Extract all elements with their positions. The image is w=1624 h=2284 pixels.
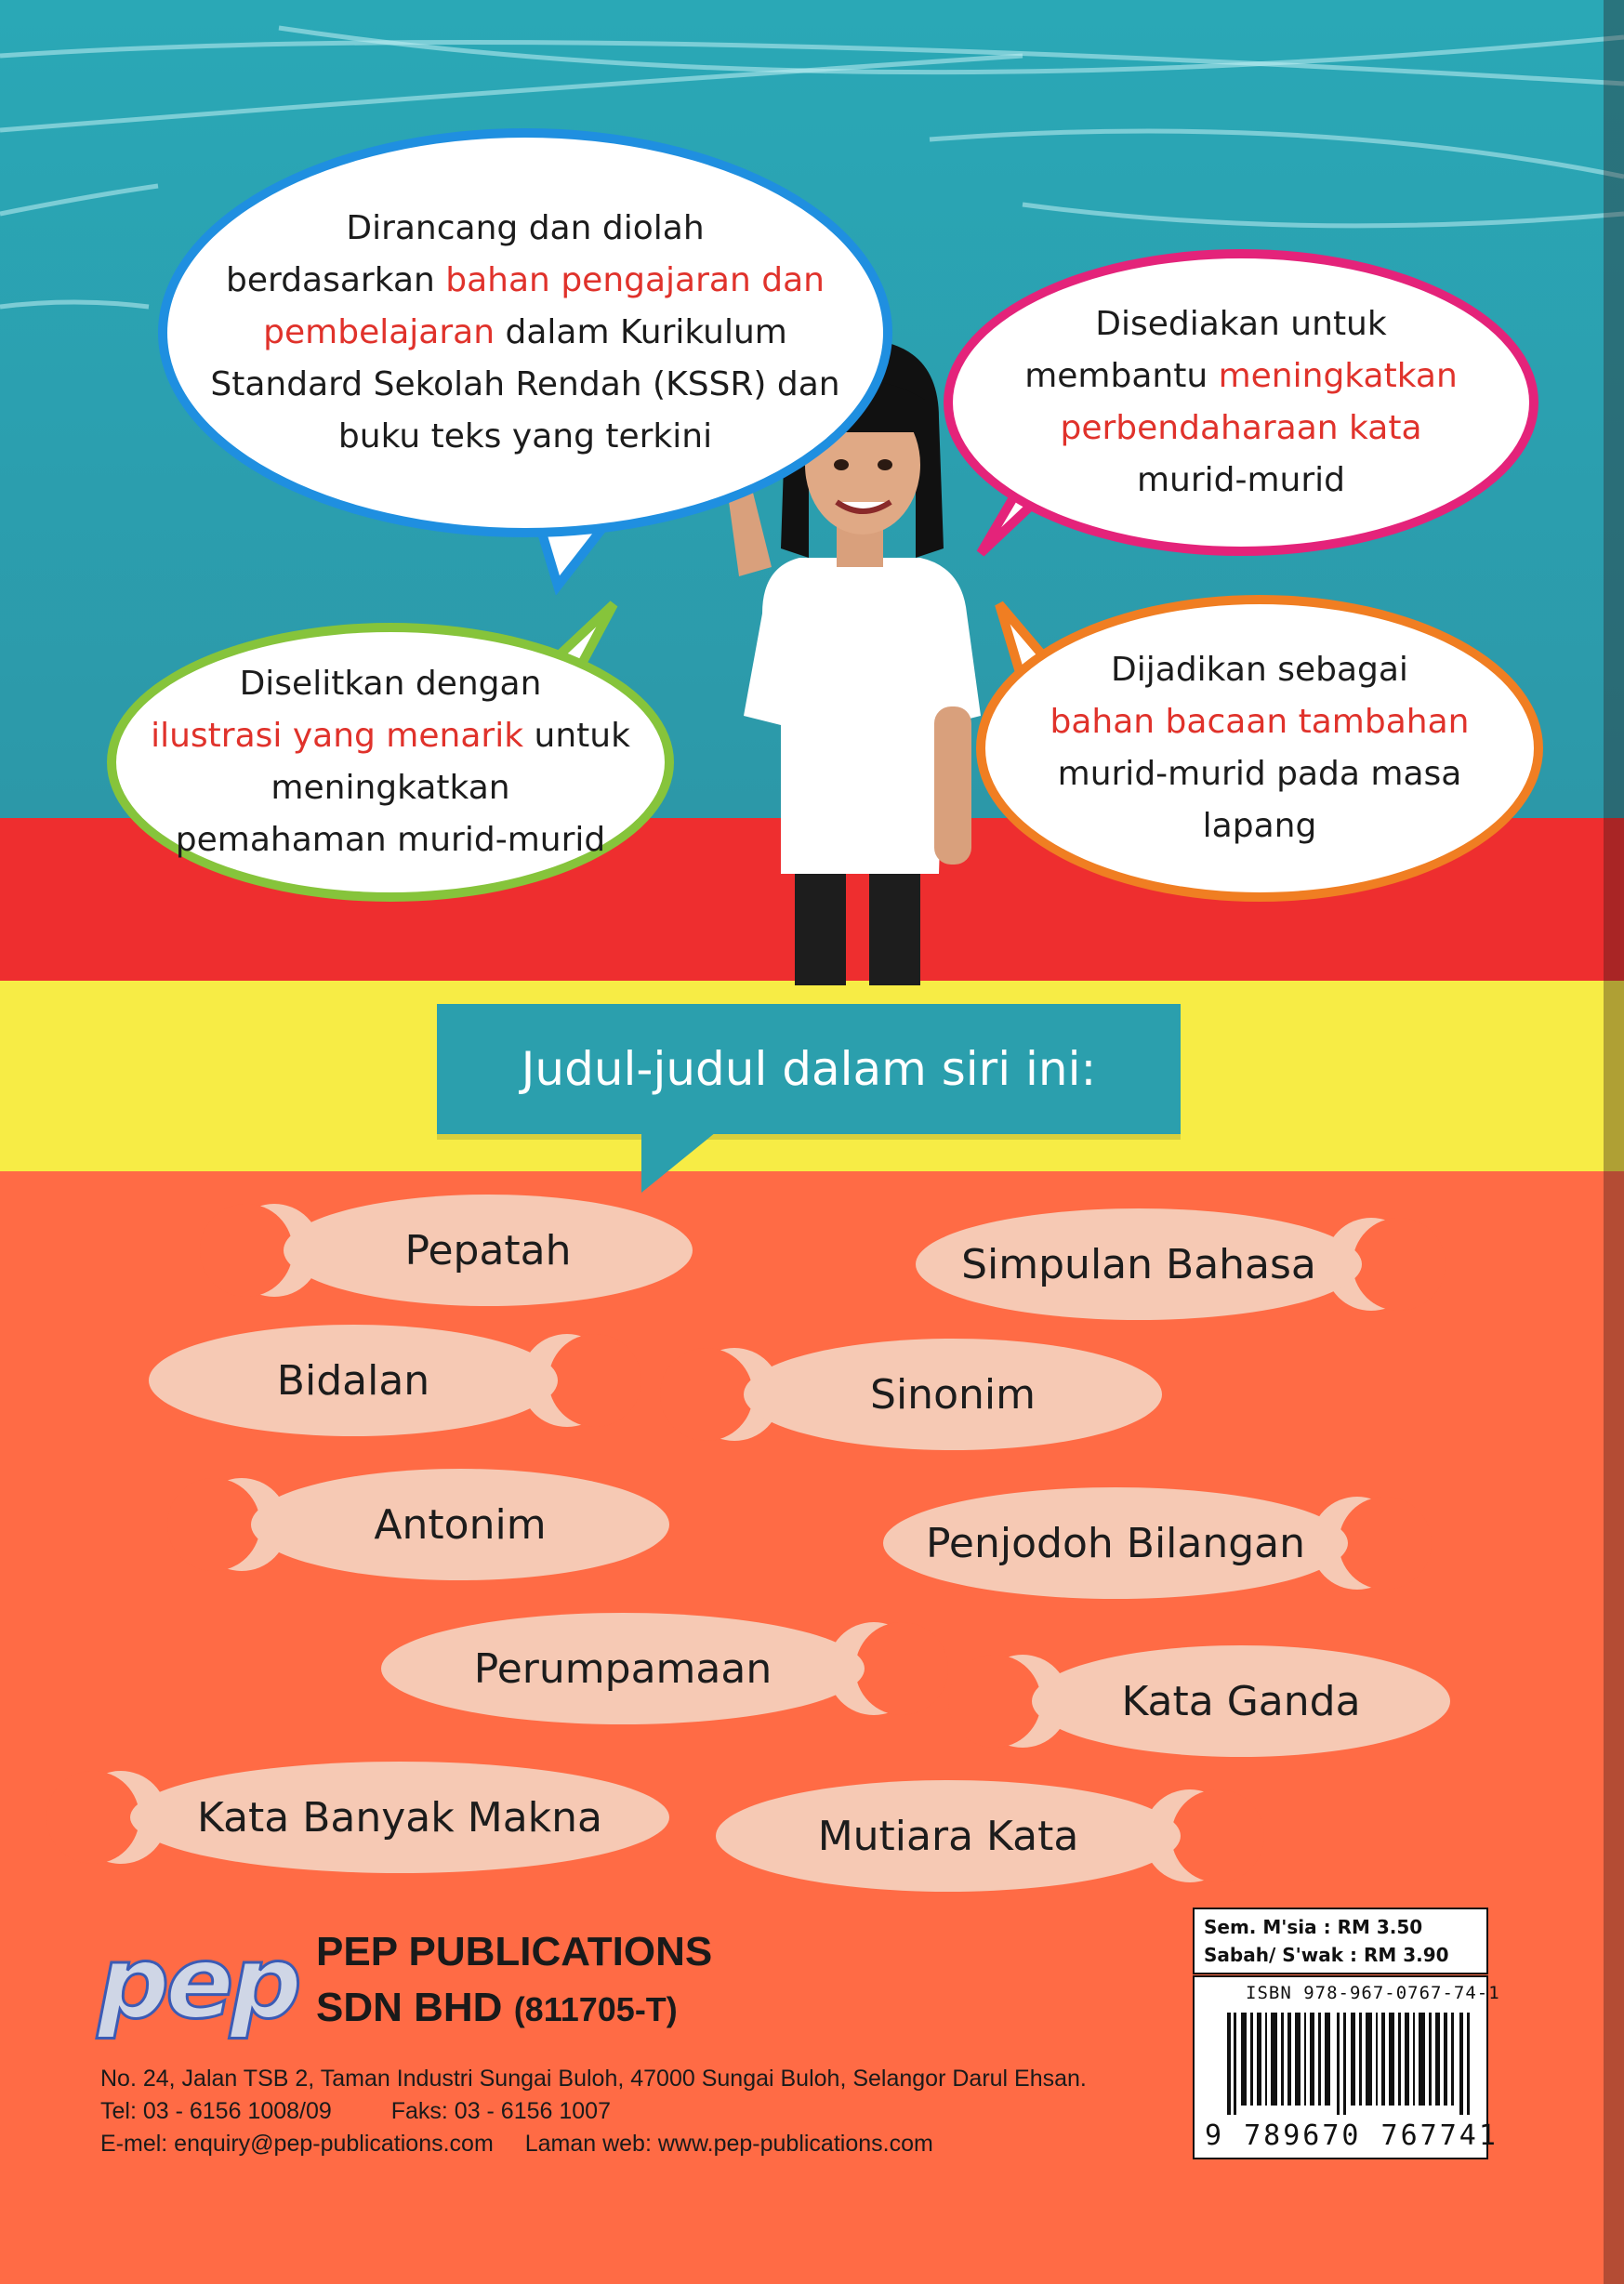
bubble-line: Dirancang dan diolah <box>346 209 705 247</box>
bubble-text: berdasarkan <box>226 261 446 299</box>
price-box <box>1193 1908 1488 1974</box>
publisher-tel: Tel: 03 - 6156 1008/09 <box>100 2098 332 2124</box>
series-heading-banner <box>437 1004 1181 1134</box>
series-title: Perumpamaan <box>473 1644 772 1693</box>
bubble-line: murid-murid <box>1136 461 1346 499</box>
price-sabah-sarawak: Sabah/ S'wak : RM 3.90 <box>1204 1944 1449 1966</box>
feature-bubble-vocabulary <box>944 249 1538 556</box>
fish-title <box>976 1645 1450 1757</box>
fish-title <box>149 1325 614 1436</box>
pep-logo: pep <box>98 1925 298 2041</box>
bubble-line: Standard Sekolah Rendah (KSSR) dan <box>210 365 840 403</box>
bubble-line: pemahaman murid-murid <box>175 821 606 859</box>
fish-body <box>149 1325 558 1436</box>
series-title: Antonim <box>374 1500 547 1549</box>
publisher-address: No. 24, Jalan TSB 2, Taman Industri Sungai Buloh, 47000 Sungai Buloh, Selangor Darul Ehsan. <box>100 2066 1087 2092</box>
series-title: Mutiara Kata <box>817 1812 1079 1860</box>
bubble-highlight: pembelajaran <box>263 313 495 351</box>
publisher-email: E-mel: enquiry@pep-publications.com <box>100 2131 494 2157</box>
bubble-line: Disediakan untuk <box>1095 305 1387 343</box>
fish-title <box>74 1762 669 1873</box>
spine-shadow <box>1604 0 1624 2284</box>
bubble-text: dalam Kurikulum <box>495 313 787 351</box>
publisher-contact <box>100 2131 933 2158</box>
fish-body <box>251 1469 669 1580</box>
fish-body <box>381 1613 865 1724</box>
series-title: Simpulan Bahasa <box>961 1240 1316 1288</box>
bubble-line: murid-murid pada masa <box>1057 755 1462 793</box>
fish-body <box>130 1762 669 1873</box>
fish-body <box>716 1780 1181 1892</box>
fish-title <box>381 1613 920 1724</box>
publisher-suffix: SDN BHD <box>316 1985 503 2030</box>
bubble-highlight: meningkatkan <box>1218 357 1458 395</box>
feature-bubble-reading <box>976 595 1543 902</box>
fish-title <box>195 1469 669 1580</box>
bubble-line: Diselitkan dengan <box>239 665 542 703</box>
fish-title <box>688 1339 1162 1450</box>
bubble-highlight: bahan pengajaran dan <box>445 261 825 299</box>
bubble-text: membantu <box>1024 357 1219 395</box>
fish-body <box>284 1195 693 1306</box>
publisher-fax: Faks: 03 - 6156 1007 <box>390 2098 611 2124</box>
series-heading: Judul-judul dalam siri ini: <box>521 1042 1097 1096</box>
series-title: Kata Banyak Makna <box>196 1793 602 1842</box>
publisher-phones <box>100 2098 611 2125</box>
fish-body <box>1032 1645 1450 1757</box>
fish-body <box>916 1208 1362 1320</box>
bubble-text: untuk <box>523 717 630 755</box>
fish-title <box>916 1208 1418 1320</box>
publisher-name-line2 <box>316 1985 678 2031</box>
isbn-label: ISBN 978-967-0767-74-1 <box>1246 1983 1500 2003</box>
bubble-highlight: ilustrasi yang menarik <box>151 717 524 755</box>
bubble-highlight: perbendaharaan kata <box>1060 409 1422 447</box>
isbn-barcode <box>1227 2013 1478 2115</box>
publisher-registration: (811705-T) <box>513 1990 678 2028</box>
fish-body <box>744 1339 1162 1450</box>
bubble-line: lapang <box>1202 807 1317 845</box>
series-title: Kata Ganda <box>1121 1677 1361 1725</box>
feature-bubble-curriculum <box>158 128 892 537</box>
price-semenanjung: Sem. M'sia : RM 3.50 <box>1204 1916 1423 1938</box>
bubble-line: Dijadikan sebagai <box>1111 651 1408 689</box>
bubble-highlight: bahan bacaan tambahan <box>1050 703 1470 741</box>
fish-title <box>716 1780 1236 1892</box>
fish-body <box>883 1487 1348 1599</box>
bubble-line: buku teks yang terkini <box>337 417 713 455</box>
fish-title <box>228 1195 693 1306</box>
fish-title <box>883 1487 1404 1599</box>
series-title: Bidalan <box>276 1356 430 1405</box>
feature-bubble-illustration <box>107 623 674 902</box>
publisher-name: PEP PUBLICATIONS <box>316 1929 713 1974</box>
banner-pointer <box>641 1132 716 1197</box>
publisher-web: Laman web: www.pep-publications.com <box>524 2131 933 2157</box>
series-title: Sinonim <box>870 1370 1036 1419</box>
series-title: Pepatah <box>404 1226 572 1274</box>
bubble-line: meningkatkan <box>271 769 510 807</box>
series-title: Penjodoh Bilangan <box>925 1519 1306 1567</box>
isbn-digits: 9 789670 767741 <box>1205 2119 1499 2152</box>
